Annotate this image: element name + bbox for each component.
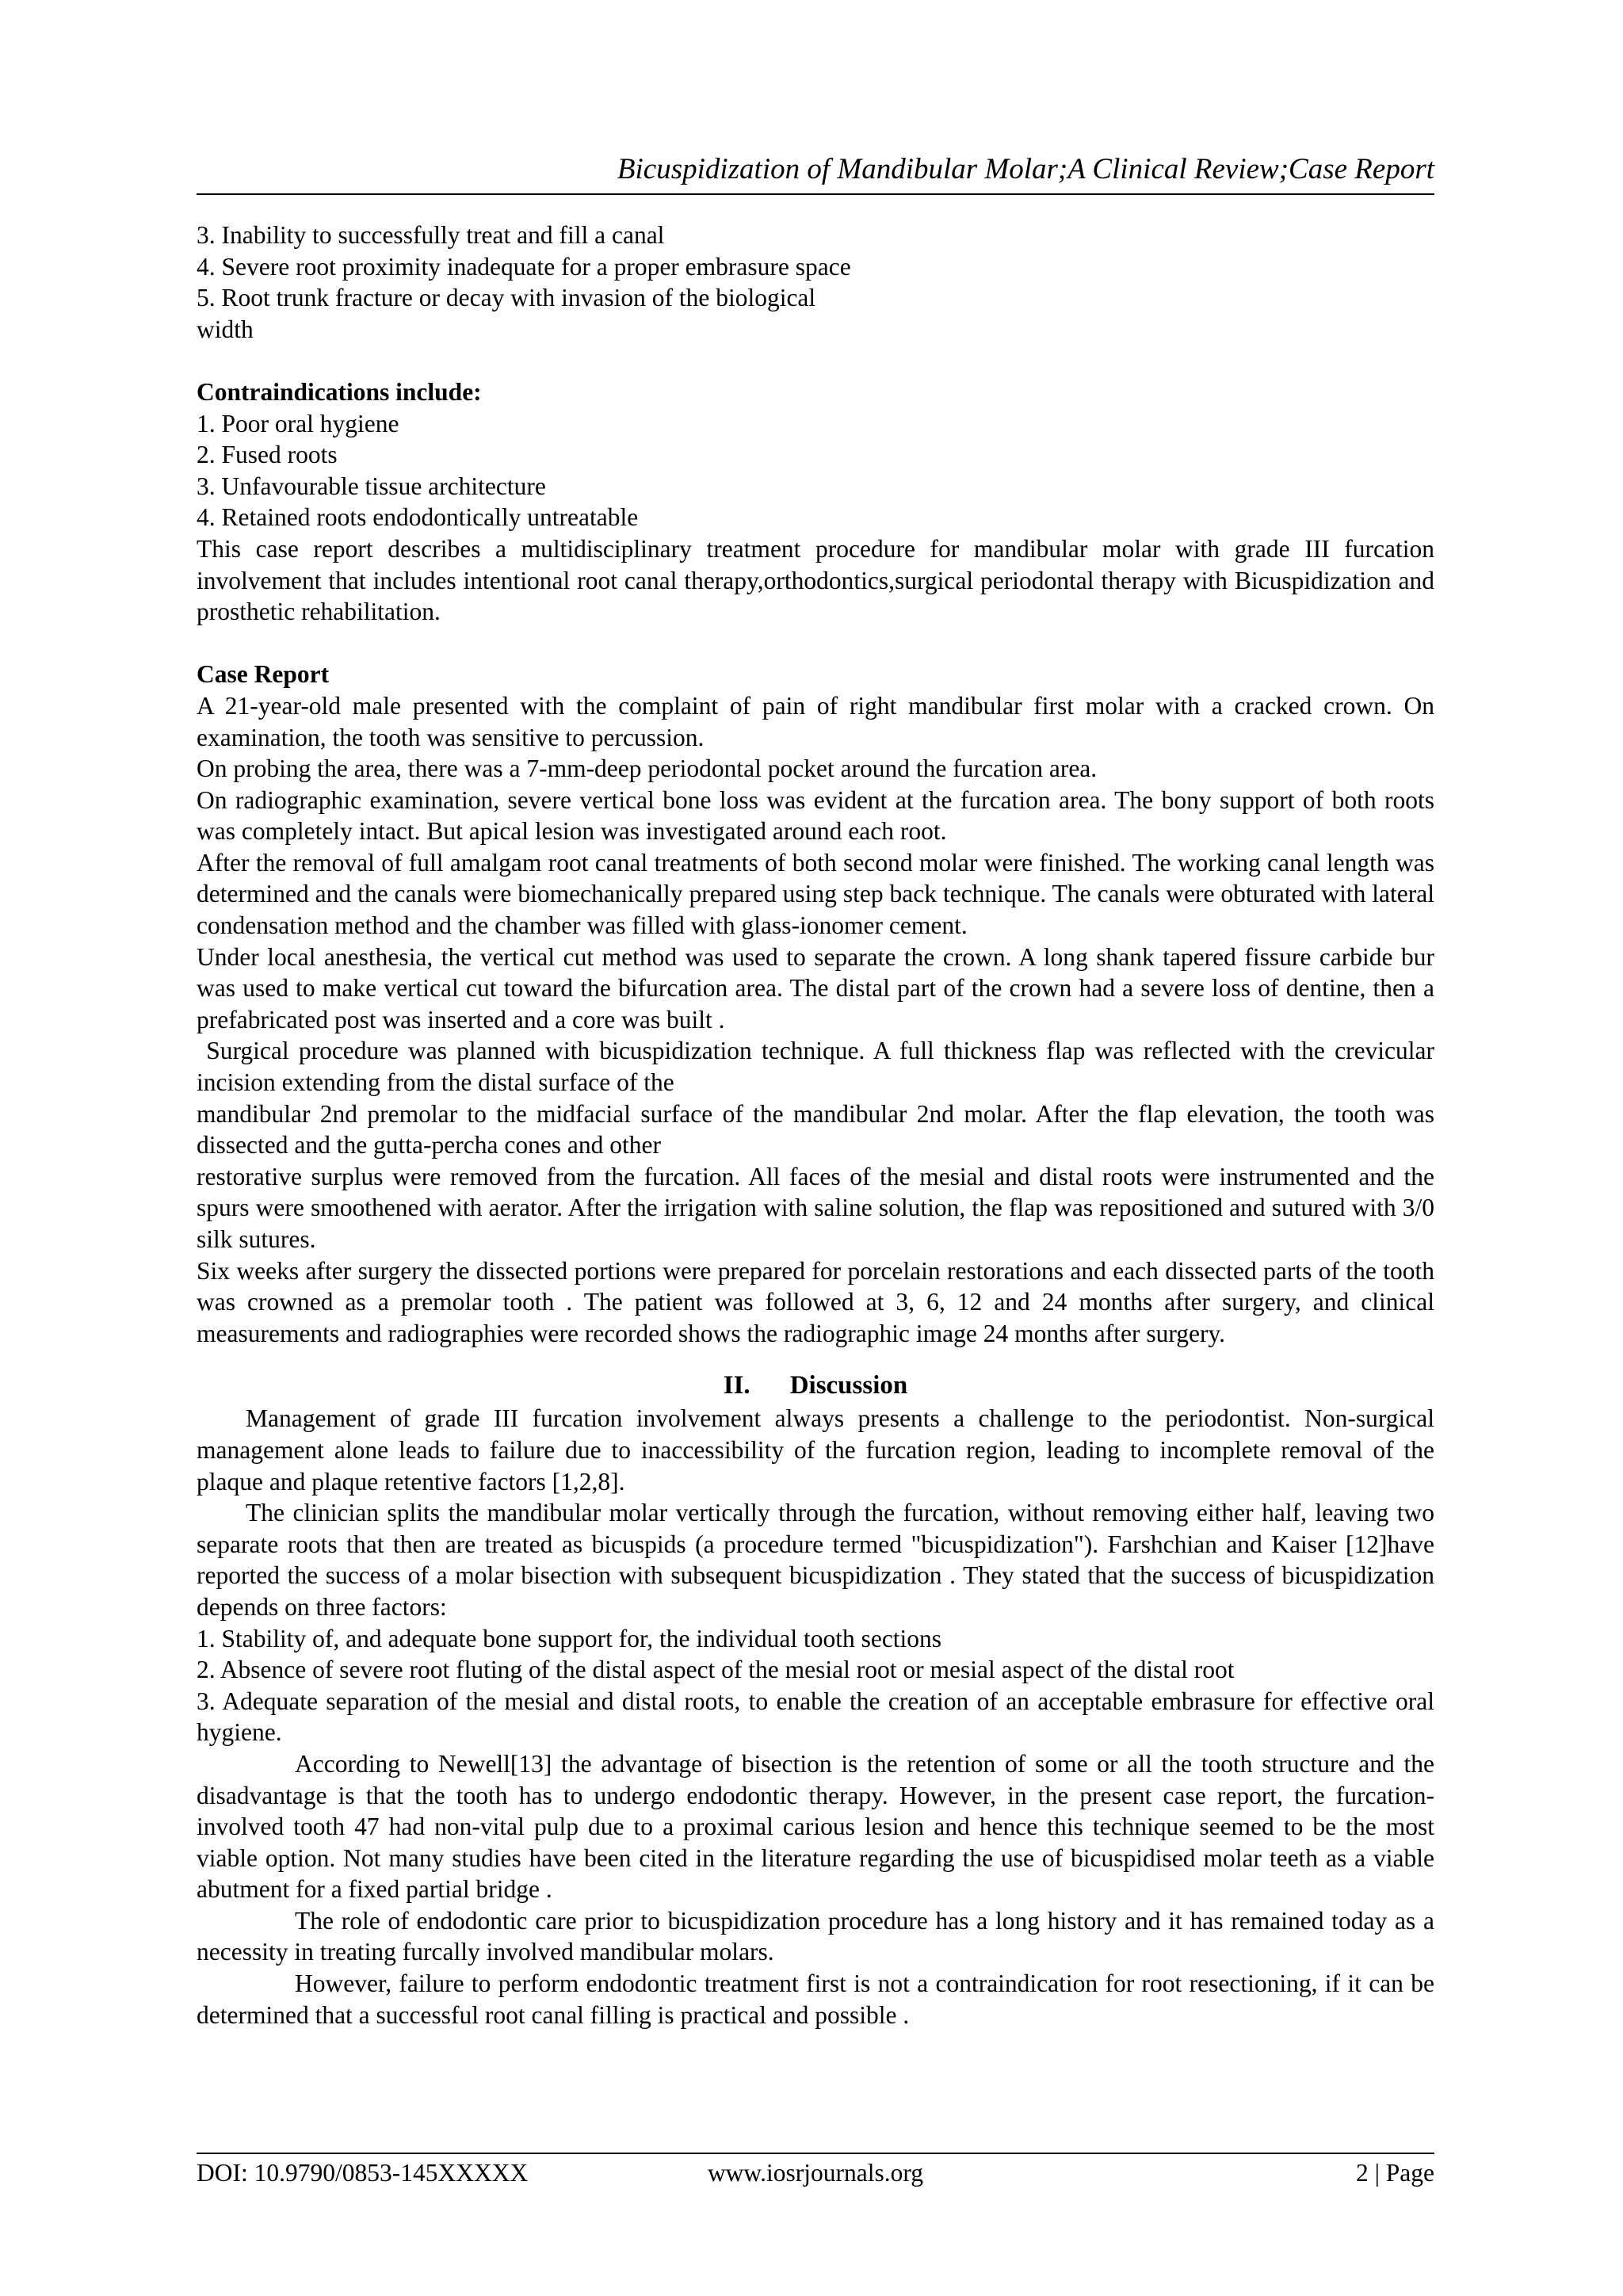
case-report-paragraph: Surgical procedure was planned with bicuspidization technique. A full thickness flap was reflected with the crevicular incision extending from the distal surface of the (197, 1037, 1441, 1097)
footer-page-number: 2 | Page (1355, 2159, 1434, 2187)
contraindications-heading: Contraindications include: (197, 377, 482, 406)
discussion-paragraph: Management of grade III furcation involvement always presents a challenge to the periodontist. Non-surgical management alone leads to failure due to inaccessibility of the furcation region, leading to incomplete removal of the plaque and plaque retentive factors [1,2,8]. (197, 1404, 1434, 1496)
case-report-paragraph: On probing the area, there was a 7-mm-deep periodontal pocket around the furcation area. (197, 755, 1098, 783)
discussion-paragraph: According to Newell[13] the advantage of bisection is the retention of some or all the tooth structure and the disadvantage is that the tooth has to undergo endodontic therapy. However, in the present case report, the furcation-involved tooth 47 had non-vital pulp due to a proximal carious lesion and hence this technique seemed to be the most viable option. Not many studies have been cited in the literature regarding the use of bicuspidised molar teeth as a viable abutment for a fixed partial bridge . (197, 1749, 1434, 1904)
case-report-paragraph: restorative surplus were removed from the furcation. All faces of the mesial and distal roots were instrumented and the spurs were smoothened with aerator. After the irrigation with saline solution, the flap was repositioned and sutured with 3/0 silk sutures. (197, 1162, 1434, 1253)
factor-item: 3. Adequate separation of the mesial and distal roots, to enable the creation of an acceptable embrasure for effective oral hygiene. (197, 1687, 1434, 1747)
case-report-paragraph: Six weeks after surgery the dissected portions were prepared for porcelain restorations and each dissected parts of the tooth was crowned as a premolar tooth . The patient was followed at 3, 6, 12 and 24 months after surgery, and clinical measurements and radiographies were recorded shows the radiographic image 24 months after surgery. (197, 1256, 1434, 1347)
case-report-paragraph: mandibular 2nd premolar to the midfacial surface of the mandibular 2nd molar. After the flap elevation, the tooth was dissected and the gutta-percha cones and other (197, 1099, 1434, 1159)
spacer (197, 345, 1434, 376)
intro-paragraph: This case report describes a multidisciplinary treatment procedure for mandibular molar with grade III furcation involvement that includes intentional root canal therapy,orthodontics,surgical periodontal therapy with Bicuspidization and prosthetic rehabilitation. (197, 534, 1434, 626)
contraindication-item: 1. Poor oral hygiene (197, 409, 399, 437)
indication-item: 3. Inability to successfully treat and fill a canal (197, 221, 665, 249)
case-report-paragraph: After the removal of full amalgam root canal treatments of both second molar were finished. The working canal length was determined and the canals were biomechanically prepared using step back technique. The canals were obturated with lateral condensation method and the chamber was filled with glass-ionomer cement. (197, 848, 1434, 940)
factor-item: 1. Stability of, and adequate bone support for, the individual tooth sections (197, 1624, 942, 1652)
contraindication-item: 2. Fused roots (197, 441, 338, 469)
discussion-section-title (197, 1370, 1434, 1401)
spacer (197, 628, 1434, 659)
running-header-title: Bicuspidization of Mandibular Molar;A Clinical Review;Case Report (617, 153, 1434, 185)
indication-item-continuation: width (197, 315, 254, 343)
footer-doi: DOI: 10.9790/0853-145XXXXX (197, 2159, 529, 2187)
indication-item: 5. Root trunk fracture or decay with invasion of the biological (197, 284, 816, 312)
factor-item: 2. Absence of severe root fluting of the distal aspect of the mesial root or mesial aspect of the distal root (197, 1656, 1235, 1684)
page-footer (197, 2157, 1434, 2189)
case-report-paragraph: On radiographic examination, severe vertical bone loss was evident at the furcation area. The bony support of both roots was completely intact. But apical lesion was investigated around each root. (197, 785, 1434, 846)
footer-rule (197, 2153, 1434, 2154)
body-text (197, 220, 1441, 2030)
header-rule (197, 193, 1434, 195)
case-report-paragraph: A 21-year-old male presented with the complaint of pain of right mandibular first molar with a cracked crown. On examination, the tooth was sensitive to percussion. (197, 691, 1434, 751)
contraindication-item: 4. Retained roots endodontically untreatable (197, 503, 639, 532)
indication-item: 4. Severe root proximity inadequate for a proper embrasure space (197, 252, 851, 281)
section-title-text: Discussion (789, 1371, 908, 1400)
discussion-paragraph: The role of endodontic care prior to bicuspidization procedure has a long history and it has remained today as a necessity in treating furcally involved mandibular molars. (197, 1906, 1434, 1966)
contraindication-item: 3. Unfavourable tissue architecture (197, 472, 546, 500)
discussion-paragraph: However, failure to perform endodontic treatment first is not a contraindication for root resectioning, if it can be determined that a successful root canal filling is practical and possible . (197, 1969, 1434, 2029)
case-report-heading: Case Report (197, 660, 330, 689)
discussion-paragraph: The clinician splits the mandibular molar vertically through the furcation, without removing either half, leaving two separate roots that then are treated as bicuspids (a procedure termed "bicuspidization"). Farshchian and Kaiser [12]have reported the success of a molar bisection with subsequent bicuspidization . They stated that the success of bicuspidization depends on three factors: (197, 1499, 1434, 1621)
section-number: II. (723, 1371, 750, 1400)
footer-website: www.iosrjournals.org (707, 2159, 924, 2187)
case-report-paragraph: Under local anesthesia, the vertical cut method was used to separate the crown. A long shank tapered fissure carbide bur was used to make vertical cut toward the bifurcation area. The distal part of the crown had a severe loss of dentine, then a prefabricated post was inserted and a core was built . (197, 942, 1434, 1033)
